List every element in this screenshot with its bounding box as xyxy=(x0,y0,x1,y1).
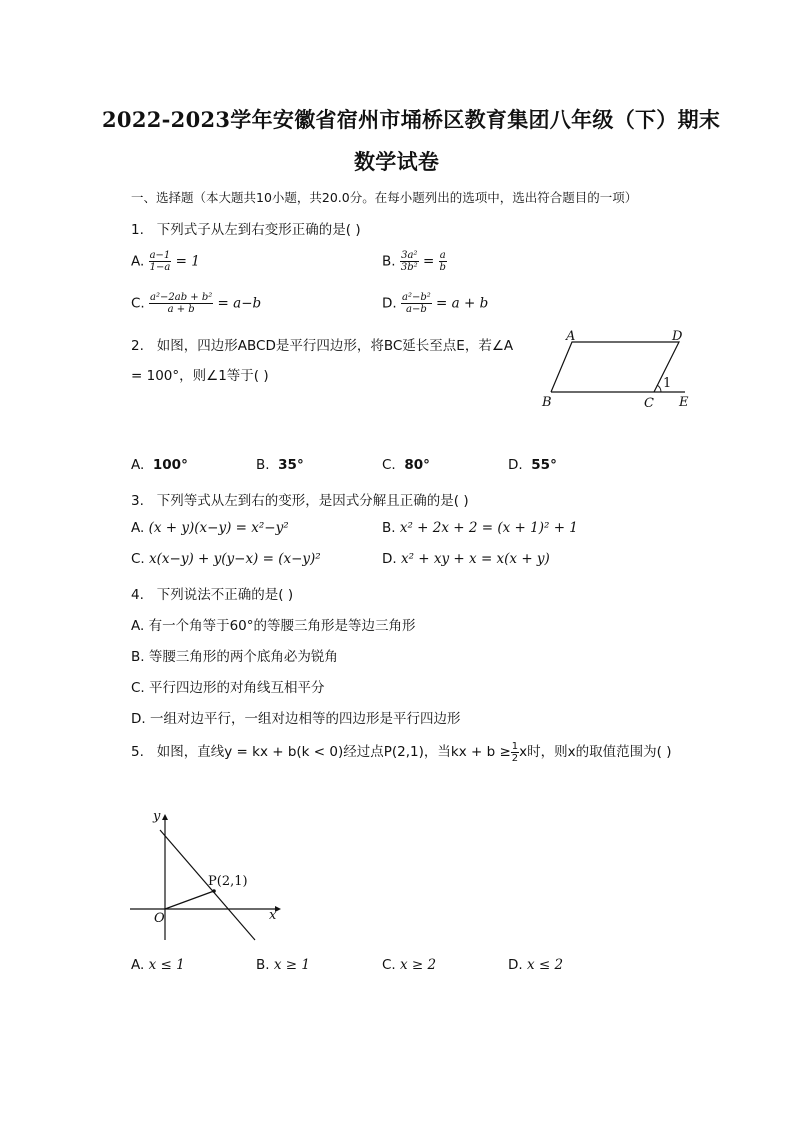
option-2c[interactable]: C. 80° xyxy=(382,457,430,473)
option-2d[interactable]: D. 55° xyxy=(508,457,557,473)
question-stem: 下列说法不正确的是( ) xyxy=(156,587,294,603)
fraction: $\frac{a-1}{1-a}$ xyxy=(149,250,171,273)
label-d: D xyxy=(672,330,683,344)
question-5 xyxy=(131,740,671,764)
option-2a[interactable]: A. 100° xyxy=(131,457,188,473)
parallelogram-edges xyxy=(551,342,679,392)
label-p: P(2,1) xyxy=(208,874,248,889)
fraction-one-half: $\frac{1}{2}$ xyxy=(511,740,519,764)
label-angle-1: 1 xyxy=(663,376,672,391)
label-b: B xyxy=(542,395,552,410)
section-heading: 一、选择题（本大题共10小题，共20.0分。在每小题列出的选项中，选出符合题目的一项） xyxy=(131,190,638,205)
point-p xyxy=(212,889,216,893)
question-number: 4. xyxy=(131,587,144,603)
fraction: $\frac{\text{a²−b²}}{a-b}$ xyxy=(401,292,431,315)
coordinate-graph xyxy=(125,805,285,945)
option-3c[interactable]: C. x(x−y) + y(y−x) = (x−y)² xyxy=(131,551,321,567)
question-number: 5. xyxy=(131,744,144,760)
question-2 xyxy=(131,334,513,354)
paper-title-line1: 2022-2023学年安徽省宿州市埇桥区教育集团八年级（下）期末 xyxy=(102,107,721,132)
option-letter: A. xyxy=(131,253,145,270)
question-number: 1. xyxy=(131,222,144,238)
option-4b[interactable]: B. 等腰三角形的两个底角必为锐角 xyxy=(131,649,338,665)
option-1b[interactable]: B. $\frac{\text{3a²}}{\text{3b²}}$ = $\frac{a}{b}$ xyxy=(382,250,446,273)
option-letter: D. xyxy=(382,295,397,312)
option-4a[interactable]: A. 有一个角等于60°的等腰三角形是等边三角形 xyxy=(131,618,416,634)
question-1 xyxy=(131,218,361,238)
label-origin: O xyxy=(154,911,165,926)
question-3 xyxy=(131,489,469,509)
question-4 xyxy=(131,583,293,603)
fraction: $\frac{a}{b}$ xyxy=(439,250,446,273)
option-letter: C. xyxy=(131,295,145,312)
label-a: A xyxy=(566,330,576,344)
option-1c[interactable]: C. $\frac{\text{a²−2ab + b²}}{a + b}$ = a−b xyxy=(131,292,262,315)
option-5b[interactable]: B. x ≥ 1 xyxy=(256,957,310,973)
option-3a[interactable]: A. (x + y)(x−y) = x²−y² xyxy=(131,520,289,536)
option-letter: B. xyxy=(382,253,396,270)
question-stem: 下列等式从左到右的变形，是因式分解且正确的是( ) xyxy=(156,493,469,509)
label-x: x xyxy=(269,908,277,923)
question-2-line2: = 100°，则∠1等于( ) xyxy=(131,368,269,384)
question-stem-line1: 如图，四边形ABCD是平行四边形，将BC延长至点E，若∠A xyxy=(156,338,514,354)
paper-title-line2: 数学试卷 xyxy=(354,149,440,174)
question-number: 3. xyxy=(131,493,144,509)
option-4d[interactable]: D. 一组对边平行，一组对边相等的四边形是平行四边形 xyxy=(131,711,461,727)
option-4c[interactable]: C. 平行四边形的对角线互相平分 xyxy=(131,680,325,696)
option-3d[interactable]: D. x² + xy + x = x(x + y) xyxy=(382,551,550,567)
fraction: $\frac{\text{a²−2ab + b²}}{a + b}$ xyxy=(150,292,213,315)
fraction: $\frac{\text{3a²}}{\text{3b²}}$ xyxy=(400,250,418,273)
option-1a[interactable]: A. $\frac{a-1}{1-a}$ = 1 xyxy=(131,250,200,273)
question-stem: 下列式子从左到右变形正确的是( ) xyxy=(156,222,361,238)
line-half-x xyxy=(165,891,214,909)
option-5a[interactable]: A. x ≤ 1 xyxy=(131,957,185,973)
option-5c[interactable]: C. x ≥ 2 xyxy=(382,957,437,973)
option-5d[interactable]: D. x ≤ 2 xyxy=(508,957,564,973)
option-2b[interactable]: B. 35° xyxy=(256,457,304,473)
option-1d[interactable]: D. $\frac{\text{a²−b²}}{a-b}$ = a + b xyxy=(382,292,489,315)
question-number: 2. xyxy=(131,338,144,354)
parallelogram-figure xyxy=(535,330,700,415)
question-stem-b: x时，则x的取值范围为( ) xyxy=(519,744,672,760)
y-axis-arrow xyxy=(162,814,168,820)
option-3b[interactable]: B. x² + 2x + 2 = (x + 1)² + 1 xyxy=(382,520,578,536)
label-c: C xyxy=(644,396,654,411)
label-e: E xyxy=(679,395,689,410)
question-stem-a: 如图，直线y = kx + b(k < 0)经过点P(2,1)，当kx + b ≥ xyxy=(156,744,511,760)
label-y: y xyxy=(153,809,161,824)
